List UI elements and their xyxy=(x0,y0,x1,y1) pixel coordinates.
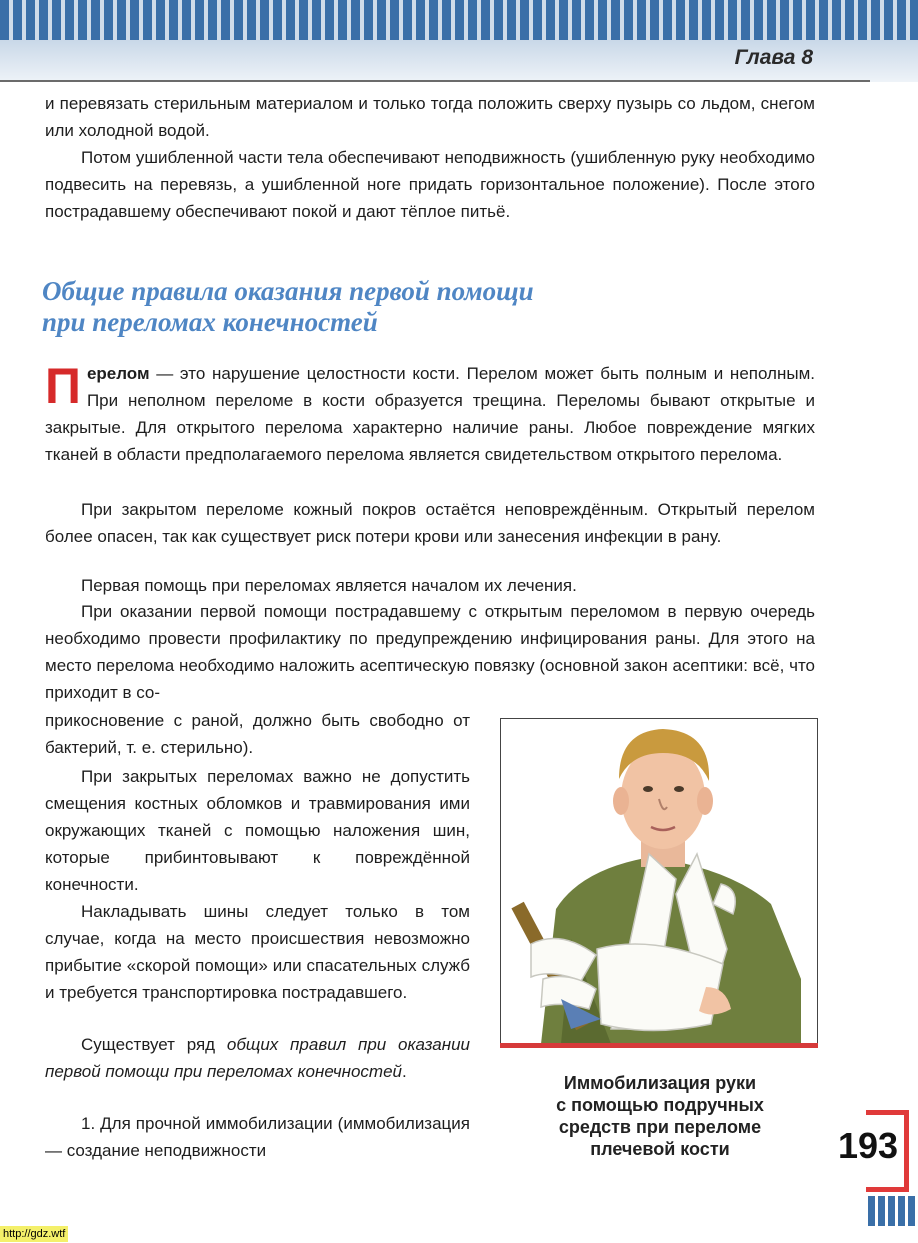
section-heading-line-2: при переломах конечностей xyxy=(42,307,378,337)
closed-fracture-paragraph: При закрытом переломе кожный покров остаётся неповреждённым. Открытый перелом более опасен, так как существует риск потери крови или занесения инфекции в рану. xyxy=(45,500,815,546)
caption-line-1: Иммобилизация руки xyxy=(563,1073,757,1093)
chapter-label: Глава 8 xyxy=(734,46,813,69)
figure-caption xyxy=(505,1072,815,1160)
watermark-link[interactable]: http://gdz.wtf xyxy=(0,1226,68,1242)
splint-usage-paragraph: Накладывать шины следует только в том случае, когда на место происшествия невозможно прибытие «скорой помощи» или спасательных служб и требуется транспортировка пострадавшего. xyxy=(45,902,470,1002)
arm-immobilization-illustration xyxy=(500,718,818,1045)
section-heading xyxy=(42,276,742,338)
illustration-svg xyxy=(501,719,817,1044)
caption-line-4: плечевой кости xyxy=(590,1139,730,1159)
lead-word: ерелом xyxy=(86,364,150,383)
rule-1-paragraph: 1. Для прочной иммобилизации (иммобилизация — создание неподвижности xyxy=(45,1114,470,1160)
closed-fracture-splint-paragraph: При закрытых переломах важно не допустить смещения костных обломков и травмирования ими окружающих тканей с помощью наложения шин, которые прибинтовывают к повреждённой конечности. xyxy=(45,767,470,894)
general-rules-end: . xyxy=(402,1062,407,1081)
header-rule xyxy=(0,80,870,82)
definition-text: — это нарушение целостности кости. Перелом может быть полным и неполным. При неполном переломе в кости образуется трещина. Переломы бывают открытые и закрытые. Для открытого перелома характерно наличие раны. Любое повреждение мягких тканей в области предполагаемого перелома является свидетельством открытого перелома. xyxy=(45,364,815,464)
section-heading-line-1: Общие правила оказания первой помощи xyxy=(42,276,534,306)
first-aid-start-paragraph: Первая помощь при переломах является началом их лечения. xyxy=(81,576,577,595)
drop-cap: П xyxy=(45,358,81,414)
general-rules-paragraph xyxy=(45,1031,470,1085)
open-fracture-paragraph-continued: прикосновение с раной, должно быть свободно от бактерий, т. е. стерильно). xyxy=(45,711,470,757)
intro-paragraph-2: Потом ушибленной части тела обеспечивают неподвижность (ушибленную руку необходимо подвесить на перевязь, а ушибленной ноге придать горизонтальное положение). После этого пострадавшему обеспечивают покой и дают тёплое питьё. xyxy=(45,148,815,221)
intro-paragraph-1: и перевязать стерильным материалом и только тогда положить сверху пузырь со льдом, снегом или холодной водой. xyxy=(45,94,815,140)
header-stripe-bar xyxy=(0,0,918,40)
fracture-definition-paragraph xyxy=(45,360,815,468)
figure-accent-line xyxy=(500,1043,818,1048)
page-number: 193 xyxy=(838,1125,899,1166)
open-fracture-paragraph: При оказании первой помощи пострадавшему с открытым переломом в первую очередь необходимо провести профилактику по предупреждению инфицирования раны. Для этого на место перелома необходимо наложить асептическую повязку (основной закон асептики: всё, что приходит в со- xyxy=(45,602,815,702)
caption-line-3: средств при переломе xyxy=(558,1117,762,1137)
general-rules-italic: общих правил при оказании первой помощи при переломах конечностей xyxy=(45,1035,470,1081)
corner-stripe xyxy=(868,1196,918,1226)
general-rules-text: Существует ряд xyxy=(81,1035,227,1054)
caption-line-2: с помощью подручных xyxy=(556,1095,764,1115)
